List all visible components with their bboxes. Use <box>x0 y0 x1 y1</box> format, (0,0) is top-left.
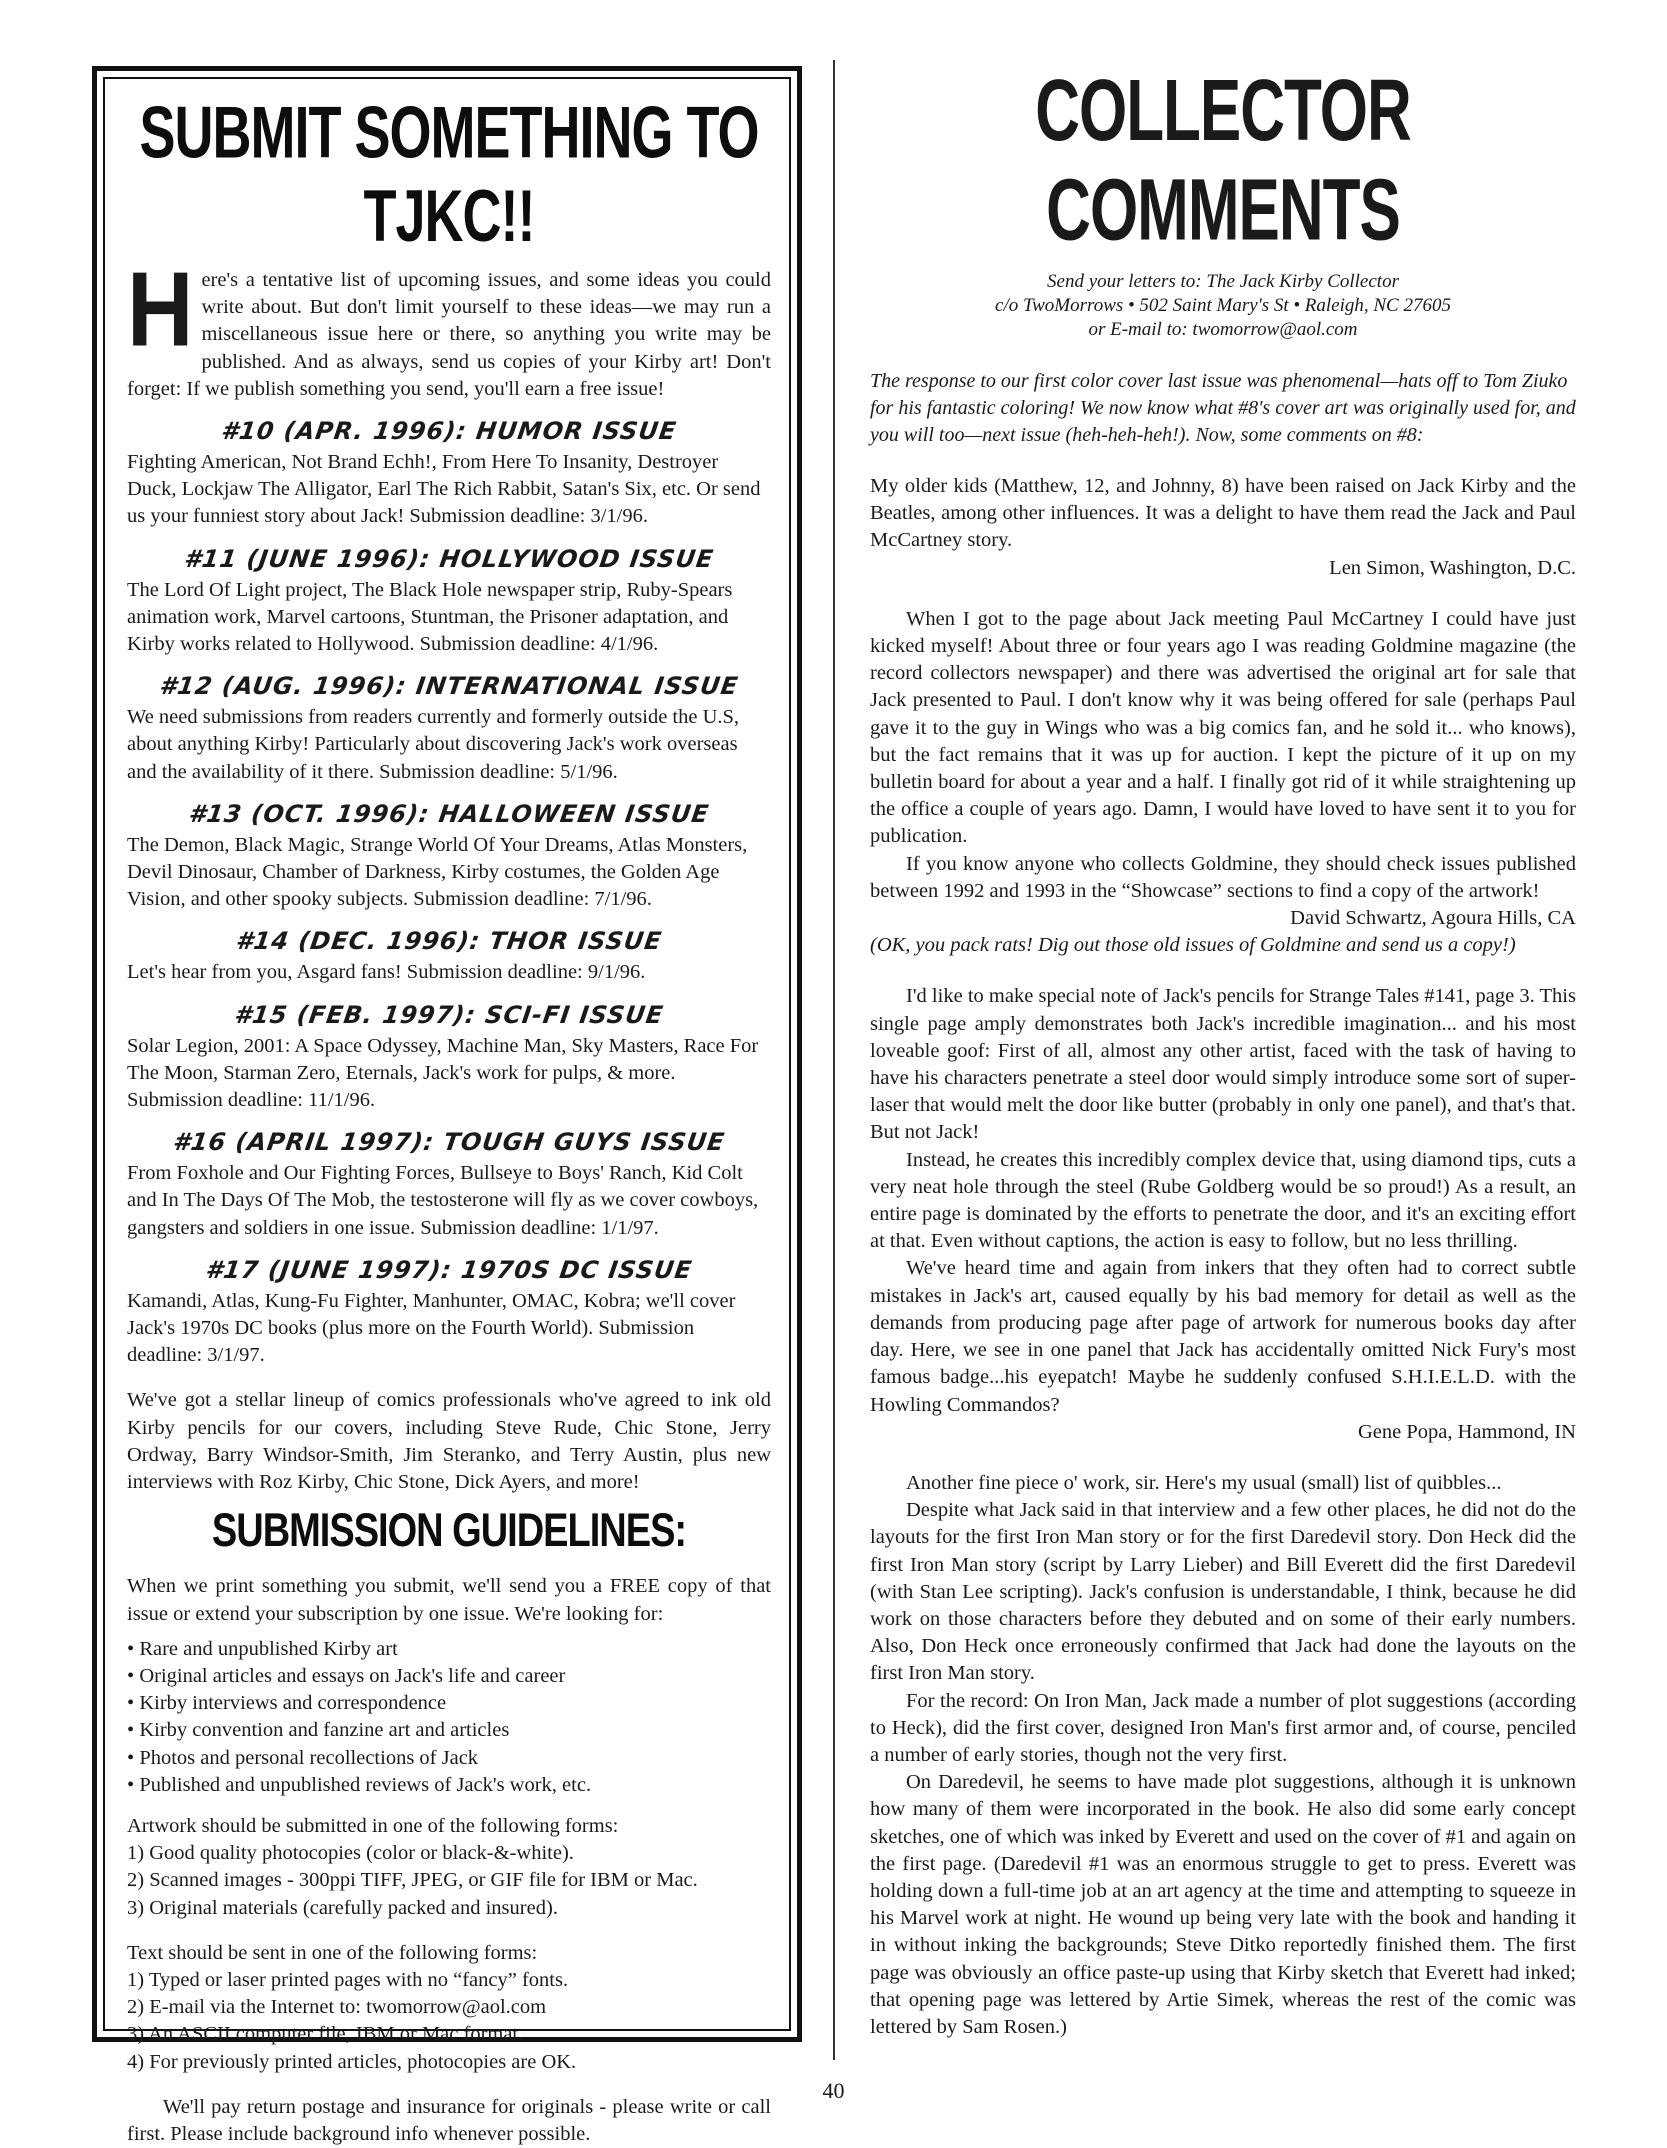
address-line: Send your letters to: The Jack Kirby Collector <box>1047 271 1399 292</box>
letter-paragraph: For the record: On Iron Man, Jack made a number of plot suggestions (according to Heck), did the first cover, designed Iron Man's first armor and, of course, penciled a number of early stories, though not the very first. <box>870 1689 1576 1766</box>
address-line: or E-mail to: twomorrow@aol.com <box>1088 319 1358 340</box>
issue-description: We need submissions from readers currently and formerly outside the U.S, about anything Kirby! Particularly about discovering Jack's work overseas and the availability of it there. Submission deadline: 5/1/96. <box>127 706 740 783</box>
issue-heading: #11 (JUNE 1996): HOLLYWOOD ISSUE <box>182 544 716 573</box>
guidelines-title: SUBMISSION GUIDELINES: <box>211 1504 687 1558</box>
letter-signature: David Schwartz, Agoura Hills, CA <box>1290 907 1576 930</box>
submit-intro <box>127 251 771 403</box>
issue-description: Fighting American, Not Brand Echh!, From Here To Insanity, Destroyer Duck, Lockjaw The Alligator, Earl The Rich Rabbit, Satan's Six, etc. Or send us your funniest story about Jack! Submission deadline: 3/1/96. <box>127 451 761 528</box>
column-divider <box>833 60 835 2060</box>
editor-note: (OK, you pack rats! Dig out those old issues of Goldmine and send us a copy!) <box>870 934 1516 957</box>
issue-description: Let's hear from you, Asgard fans! Submission deadline: 9/1/96. <box>127 961 646 984</box>
issue-description: Kamandi, Atlas, Kung-Fu Fighter, Manhunter, OMAC, Kobra; we'll cover Jack's 1970s DC books (plus more on the Fourth World). Submission deadline: 3/1/97. <box>127 1289 736 1367</box>
artwork-form-item: 2) Scanned images - 300ppi TIFF, JPEG, or GIF file for IBM or Mac. <box>127 1869 698 1892</box>
text-forms <box>127 1940 771 2076</box>
issue-description: The Lord Of Light project, The Black Hole newspaper strip, Ruby-Spears animation work, Marvel cartoons, Stuntman, the Prisoner adaptation, and Kirby works related to Hollywood. Submission deadline: 4/1/96. <box>127 578 733 656</box>
page-number: 40 <box>822 2078 845 2103</box>
letter-paragraph: Another fine piece o' work, sir. Here's my usual (small) list of quibbles... <box>906 1471 1502 1494</box>
address-line: c/o TwoMorrows • 502 Saint Mary's St • Raleigh, NC 27605 <box>995 295 1451 316</box>
submission-box <box>92 66 802 2145</box>
letter-paragraph: If you know anyone who collects Goldmine, they should check issues published between 1992 and 1993 in the “Showcase” sections to find a copy of the artwork! <box>870 852 1576 902</box>
issue-heading: #16 (APRIL 1997): TOUGH GUYS ISSUE <box>171 1128 727 1157</box>
guidelines-intro: When we print something you submit, we'll send you a FREE copy of that issue or extend your subscription by one issue. We're looking for: <box>127 1575 771 1625</box>
guideline-item: • Photos and personal recollections of Jack <box>127 1745 771 1772</box>
issue-heading: #13 (OCT. 1996): HALLOWEEN ISSUE <box>187 799 711 828</box>
submit-intro-text: ere's a tentative list of upcoming issues, and some ideas you could write about. But don't limit yourself to these ideas—we may run a miscellaneous issue here or there, so anything you write may be published. And as always, send us copies of your Kirby art! Don't forget: If we publish something you send, you'll earn a free issue! <box>127 269 771 400</box>
letter-paragraph: We've heard time and again from inkers that they often had to correct subtle mistakes in Jack's art, caused equally by his bad memory for detail as well as the demands from producing page after page of artwork for numerous books day after day. Here, we see in one panel that Jack has accidentally omitted Nick Fury's most famous badge...his eyepatch! Maybe he suddenly confused S.H.I.E.L.D. with the Howling Commandos? <box>870 1257 1576 1416</box>
issue-description: Solar Legion, 2001: A Space Odyssey, Machine Man, Sky Masters, Race For The Moon, Starman Zero, Eternals, Jack's work for pulps, & more. Submission deadline: 11/1/96. <box>127 1034 759 1112</box>
text-intro: Text should be sent in one of the following forms: <box>127 1941 538 1964</box>
letter-paragraph: Despite what Jack said in that interview and a few other places, he did not do the layouts for the first Iron Man story or for the first Daredevil story. Don Heck did the first Iron Man story (script by Larry Lieber) and Bill Everett did the first Daredevil (with Stan Lee scripting). Jack's confusion is understandable, I think, because he did work on those characters before they debuted and on some of their early numbers. Also, Don Heck once erroneously confirmed that Jack had done the layouts on the first Iron Man story. <box>870 1499 1576 1685</box>
collector-comments-column <box>870 64 1576 2074</box>
issue-description: From Foxhole and Our Fighting Forces, Bullseye to Boys' Ranch, Kid Colt and In The Days Of The Mob, the testosterone will fly as we cover cowboys, gangsters and soldiers in one issue. Submission deadline: 1/1/97. <box>127 1162 759 1239</box>
letter-signature: Gene Popa, Hammond, IN <box>1357 1420 1576 1443</box>
guideline-item: • Rare and unpublished Kirby art <box>127 1636 771 1663</box>
text-form-item: 4) For previously printed articles, photocopies are OK. <box>127 2050 577 2073</box>
text-form-item: 2) E-mail via the Internet to: twomorrow@aol.com <box>127 1996 547 2019</box>
guideline-item: • Kirby interviews and correspondence <box>127 1690 771 1717</box>
letter-signature: Len Simon, Washington, D.C. <box>1329 556 1576 579</box>
editor-intro: The response to our first color cover last issue was phenomenal—hats off to Tom Ziuko for his fantastic coloring! We now know what #8's cover art was originally used for, and you will too—next issue (heh-heh-heh!). Now, some comments on #8: <box>870 370 1576 446</box>
letter-paragraph: My older kids (Matthew, 12, and Johnny, 8) have been raised on Jack Kirby and the Beatles, among other influences. It was a delight to have them read the Jack and Paul McCartney story. <box>870 475 1576 552</box>
issue-heading: #12 (AUG. 1996): INTERNATIONAL ISSUE <box>157 672 741 701</box>
issue-heading: #17 (JUNE 1997): 1970S DC ISSUE <box>203 1255 695 1284</box>
text-form-item: 3) An ASCII computer file, IBM or Mac format. <box>127 2023 524 2046</box>
guideline-item: • Published and unpublished reviews of Jack's work, etc. <box>127 1772 771 1799</box>
issue-heading: #15 (FEB. 1997): SCI-FI ISSUE <box>232 1000 666 1029</box>
artwork-form-item: 1) Good quality photocopies (color or black-&-white). <box>127 1842 574 1865</box>
artwork-intro: Artwork should be submitted in one of the following forms: <box>127 1814 619 1837</box>
issue-heading: #10 (APR. 1996): HUMOR ISSUE <box>219 417 679 446</box>
guidelines-list <box>127 1636 771 1799</box>
letter-paragraph: Instead, he creates this incredibly complex device that, using diamond tips, cuts a very neat hole through the steel (Rube Goldberg would be so proud!) As a result, an entire page is dominated by the efforts to penetrate the door, and it's an exciting effort at that. Even without captions, the action is easy to follow, but no less thrilling. <box>870 1148 1576 1253</box>
guideline-item: • Kirby convention and fanzine art and articles <box>127 1717 771 1744</box>
artwork-form-item: 3) Original materials (carefully packed and insured). <box>127 1896 558 1919</box>
letter-paragraph: When I got to the page about Jack meeting Paul McCartney I could have just kicked myself! About three or four years ago I was reading Goldmine magazine (the record collectors newspaper) and there was advertised the original art for sale that Jack presented to Paul. I don't know why it was being offered for sale (perhaps Paul gave it to the guy in Wings who was a big comics fan, and he sold it... who knows), but the fact remains that it was up for auction. I kept the picture of it up on my bulletin board for about a year and a half. I finally got rid of it while straightening up the office a couple of years ago. Damn, I would have loved to have sent it to you for publication. <box>870 607 1576 848</box>
closing-paragraph: We'll pay return postage and insurance for originals - please write or call first. Please include background info whenever possible. <box>127 2095 771 2145</box>
submission-box-inner <box>103 77 791 2145</box>
lineup-paragraph: We've got a stellar lineup of comics professionals who've agreed to ink old Kirby pencils for our covers, including Steve Rude, Chic Stone, Jerry Ordway, Barry Windsor-Smith, Jim Steranko, and Terry Austin, plus new interviews with Roz Kirby, Chic Stone, Dick Ayers, and more! <box>127 1389 771 1494</box>
issue-list <box>127 417 771 1369</box>
guideline-item: • Original articles and essays on Jack's life and career <box>127 1663 771 1690</box>
artwork-forms <box>127 1813 771 1922</box>
issue-description: The Demon, Black Magic, Strange World Of Your Dreams, Atlas Monsters, Devil Dinosaur, Chamber of Darkness, Kirby costumes, the Golden Age Vision, and other spooky subjects. Submission deadline: 7/1/96. <box>127 833 748 911</box>
text-form-item: 1) Typed or laser printed pages with no “fancy” fonts. <box>127 1968 569 1991</box>
issue-heading: #14 (DEC. 1996): THOR ISSUE <box>234 927 664 956</box>
letter-paragraph: On Daredevil, he seems to have made plot suggestions, although it is unknown how many of them were incorporated in the book. He also did some early concept sketches, one of which was inked by Everett and used on the cover of #1 and again on the first page. (Daredevil #1 was an enormous struggle to get to press. Everett was holding down a full-time job at an art agency at the time and attempting to squeeze in his Marvel work at night. He wound up being very late with the book and handing it in without inking the backgrounds; Steve Ditko reportedly finished them. The first page was obviously an office paste-up using that Kirby sketch that Everett had inked; that opening page was lettered by Artie Simek, whereas the rest of the comic was lettered by Sam Rosen.) <box>870 1771 1576 2038</box>
submit-title: SUBMIT SOMETHING TO TJKC!! <box>139 92 759 258</box>
letters-address <box>870 270 1576 342</box>
drop-cap: H <box>127 251 194 369</box>
collector-comments-title: COLLECTOR COMMENTS <box>1035 63 1411 259</box>
letter-paragraph: I'd like to make special note of Jack's pencils for Strange Tales #141, page 3. This single page amply demonstrates both Jack's incredible imagination... and his most loveable goof: First of all, almost any other artist, faced with the task of having to have his characters penetrate a steel door would simply introduce some sort of super-laser that would melt the door like butter (probably in only one panel), and that's that. But not Jack! <box>870 985 1576 1144</box>
